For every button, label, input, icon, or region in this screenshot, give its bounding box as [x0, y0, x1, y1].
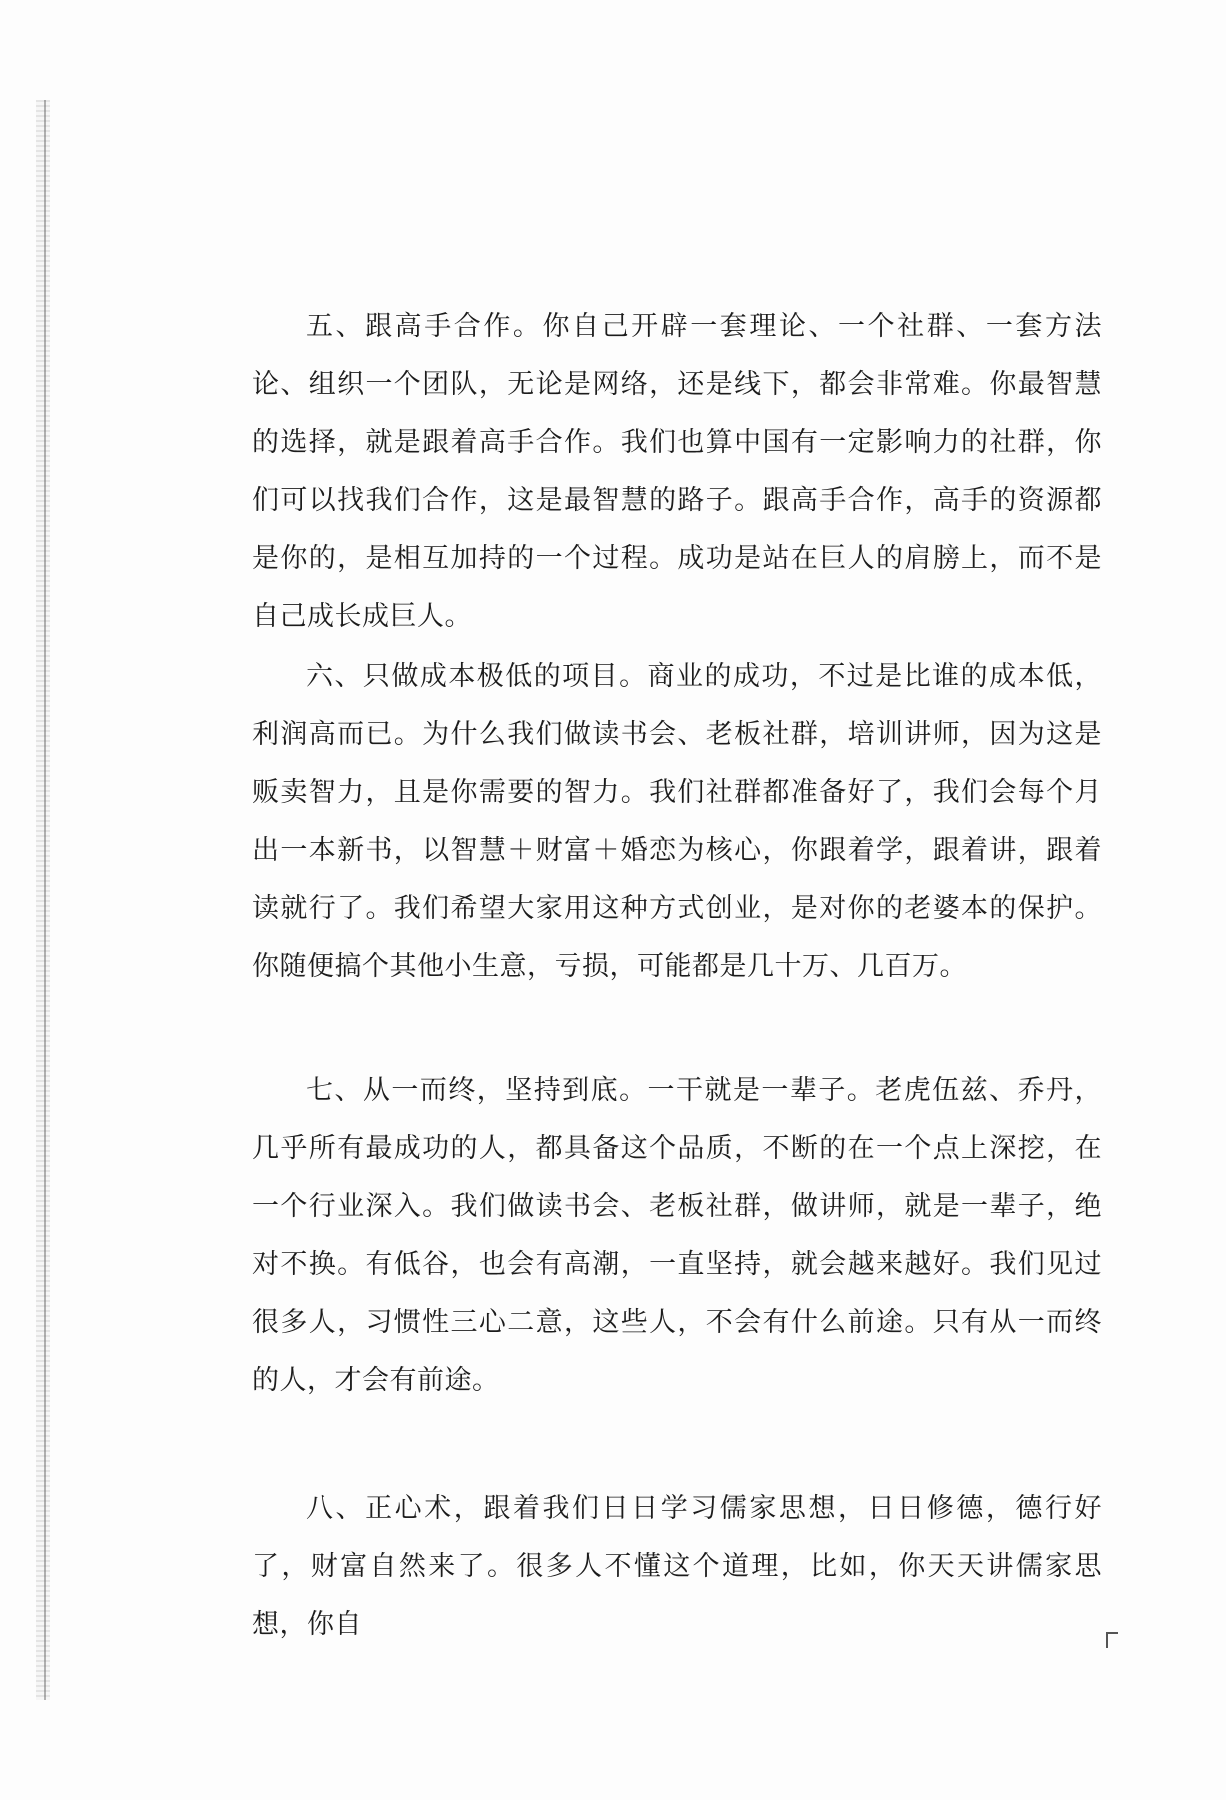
- page-corner-mark: [1106, 1632, 1118, 1648]
- binding-edge-line: [44, 100, 46, 1700]
- paragraph-8: 八、正心术，跟着我们日日学习儒家思想，日日修德，德行好了，财富自然来了。很多人不懂这个道理，比如，你天天讲儒家思想，你自: [252, 1493, 1102, 1640]
- binding-edge-shadow: [36, 100, 50, 1700]
- paragraph-5: 五、跟高手合作。你自己开辟一套理论、一个社群、一套方法论、组织一个团队，无论是网络，还是线下，都会非常难。你最智慧的选择，就是跟着高手合作。我们也算中国有一定影响力的社群，你们可以找我们合作，这是最智慧的路子。跟高手合作，高手的资源都是你的，是相互加持的一个过程。成功是站在巨人的肩膀上，而不是自己成长成巨人。: [252, 311, 1102, 632]
- paragraph-6: 六、只做成本极低的项目。商业的成功，不过是比谁的成本低，利润高而已。为什么我们做读书会、老板社群，培训讲师，因为这是贩卖智力，且是你需要的智力。我们社群都准备好了，我们会每个月出一本新书，以智慧＋财富＋婚恋为核心，你跟着学，跟着讲，跟着读就行了。我们希望大家用这种方式创业，是对你的老婆本的保护。你随便搞个其他小生意，亏损，可能都是几十万、几百万。: [252, 661, 1102, 982]
- paragraph-7: 七、从一而终，坚持到底。一干就是一辈子。老虎伍兹、乔丹，几乎所有最成功的人，都具备这个品质，不断的在一个点上深挖，在一个行业深入。我们做读书会、老板社群，做讲师，就是一辈子，绝对不换。有低谷，也会有高潮，一直坚持，就会越来越好。我们见过很多人，习惯性三心二意，这些人，不会有什么前途。只有从一而终的人，才会有前途。: [252, 1075, 1102, 1396]
